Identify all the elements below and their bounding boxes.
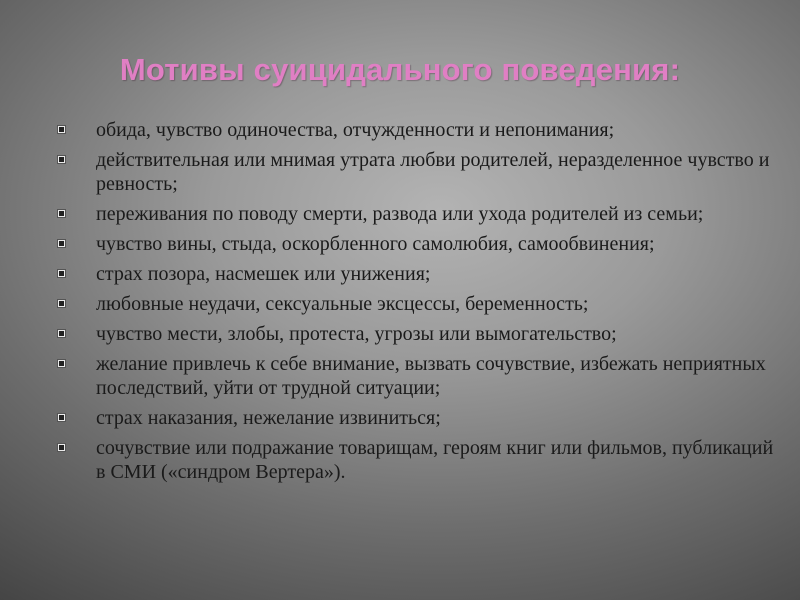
square-bullet-icon — [58, 330, 65, 337]
list-item — [58, 406, 774, 430]
square-bullet-icon — [58, 126, 65, 133]
square-bullet-icon — [58, 414, 65, 421]
square-bullet-icon — [58, 240, 65, 247]
list-item — [58, 352, 774, 400]
list-item — [58, 118, 774, 142]
bullet-list — [58, 118, 774, 490]
list-item — [58, 148, 774, 196]
square-bullet-icon — [58, 270, 65, 277]
list-item — [58, 262, 774, 286]
list-item-text: переживания по поводу смерти, развода или ухода родителей из семьи; — [96, 203, 704, 225]
square-bullet-icon — [58, 360, 65, 367]
list-item-text: страх позора, насмешек или унижения; — [96, 263, 431, 285]
list-item-text: чувство вины, стыда, оскорбленного самолюбия, самообвинения; — [96, 233, 655, 255]
list-item — [58, 436, 774, 484]
list-item-text: страх наказания, нежелание извиниться; — [96, 407, 441, 429]
list-item-text: любовные неудачи, сексуальные эксцессы, беременность; — [96, 293, 589, 315]
list-item-text: действительная или мнимая утрата любви родителей, неразделенное чувство и ревность; — [96, 149, 770, 195]
list-item-text: обида, чувство одиночества, отчужденности и непонимания; — [96, 119, 615, 141]
list-item — [58, 322, 774, 346]
list-item-text: чувство мести, злобы, протеста, угрозы или вымогательство; — [96, 323, 617, 345]
square-bullet-icon — [58, 210, 65, 217]
list-item-text: желание привлечь к себе внимание, вызвать сочувствие, избежать неприятных последствий, уйти от трудной ситуации; — [96, 353, 766, 399]
list-item-text: сочувствие или подражание товарищам, героям книг или фильмов, публикаций в СМИ («синдром Вертера»). — [96, 437, 774, 483]
square-bullet-icon — [58, 444, 65, 451]
square-bullet-icon — [58, 300, 65, 307]
slide-title: Мотивы суицидального поведения: — [119, 52, 681, 87]
list-item — [58, 292, 774, 316]
list-item — [58, 202, 774, 226]
square-bullet-icon — [58, 156, 65, 163]
list-item — [58, 232, 774, 256]
